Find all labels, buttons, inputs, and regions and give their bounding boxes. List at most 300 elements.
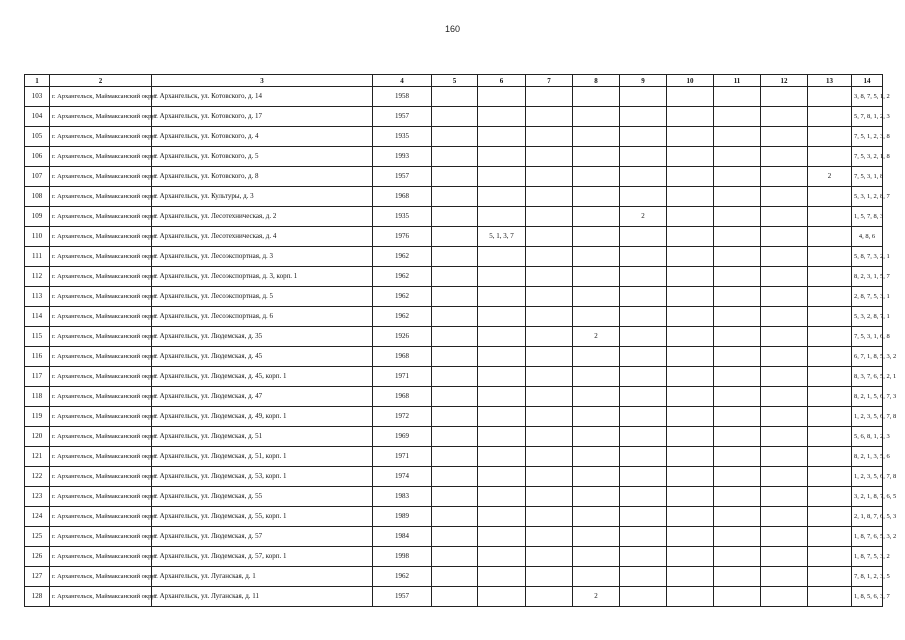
column-8-cell xyxy=(573,407,620,427)
column-13-cell xyxy=(808,267,852,287)
table-row xyxy=(25,167,883,187)
column-6-cell xyxy=(478,167,526,187)
column-10-cell xyxy=(667,187,714,207)
column-10-cell xyxy=(667,347,714,367)
address-cell: г. Архангельск, ул. Луганская, д. 1 xyxy=(152,567,373,587)
column-9-cell: 2 xyxy=(620,207,667,227)
column-11-cell xyxy=(714,547,761,567)
row-number: 121 xyxy=(25,447,50,467)
column-10-cell xyxy=(667,147,714,167)
column-12-cell xyxy=(761,587,808,607)
column-10-cell xyxy=(667,387,714,407)
column-7-cell xyxy=(526,247,573,267)
district-cell: г. Архангельск, Маймаксанский округ xyxy=(50,587,152,607)
column-5-cell xyxy=(432,167,478,187)
column-7-cell xyxy=(526,327,573,347)
table-row xyxy=(25,187,883,207)
table-row xyxy=(25,287,883,307)
column-header: 2 xyxy=(50,75,152,87)
table-body xyxy=(25,87,897,607)
column-13-cell xyxy=(808,287,852,307)
column-11-cell xyxy=(714,107,761,127)
column-header: 6 xyxy=(478,75,526,87)
criteria-cell: 1, 8, 5, 6, 3, 7 xyxy=(852,587,883,607)
row-number: 113 xyxy=(25,287,50,307)
column-8-cell xyxy=(573,347,620,367)
column-11-cell xyxy=(714,227,761,247)
column-12-cell xyxy=(761,407,808,427)
address-cell: г. Архангельск, ул. Людемская, д. 53, корп. 1 xyxy=(152,467,373,487)
district-cell: г. Архангельск, Маймаксанский округ xyxy=(50,347,152,367)
column-12-cell xyxy=(761,307,808,327)
year-cell: 1984 xyxy=(373,527,432,547)
column-7-cell xyxy=(526,547,573,567)
column-5-cell xyxy=(432,527,478,547)
column-9-cell xyxy=(620,407,667,427)
column-6-cell xyxy=(478,147,526,167)
column-7-cell xyxy=(526,467,573,487)
address-cell: г. Архангельск, ул. Людемская, д. 45, корп. 1 xyxy=(152,367,373,387)
year-cell: 1976 xyxy=(373,227,432,247)
column-9-cell xyxy=(620,367,667,387)
column-10-cell xyxy=(667,467,714,487)
criteria-cell: 5, 3, 1, 2, 8, 7 xyxy=(852,187,883,207)
criteria-cell: 7, 5, 3, 2, 1, 8 xyxy=(852,147,883,167)
district-cell: г. Архангельск, Маймаксанский округ xyxy=(50,267,152,287)
column-12-cell xyxy=(761,567,808,587)
column-8-cell xyxy=(573,307,620,327)
column-9-cell xyxy=(620,247,667,267)
criteria-cell: 5, 6, 8, 1, 2, 3 xyxy=(852,427,883,447)
row-number: 108 xyxy=(25,187,50,207)
district-cell: г. Архангельск, Маймаксанский округ xyxy=(50,547,152,567)
column-13-cell xyxy=(808,467,852,487)
column-8-cell xyxy=(573,547,620,567)
column-9-cell xyxy=(620,327,667,347)
district-cell: г. Архангельск, Маймаксанский округ xyxy=(50,527,152,547)
column-11-cell xyxy=(714,427,761,447)
column-6-cell xyxy=(478,287,526,307)
column-10-cell xyxy=(667,527,714,547)
column-10-cell xyxy=(667,427,714,447)
column-5-cell xyxy=(432,327,478,347)
row-number: 107 xyxy=(25,167,50,187)
column-10-cell xyxy=(667,487,714,507)
column-7-cell xyxy=(526,507,573,527)
table-row xyxy=(25,567,883,587)
year-cell: 1957 xyxy=(373,167,432,187)
criteria-cell: 5, 7, 8, 1, 2, 3 xyxy=(852,107,883,127)
column-9-cell xyxy=(620,347,667,367)
year-cell: 1957 xyxy=(373,587,432,607)
row-number: 115 xyxy=(25,327,50,347)
column-header: 4 xyxy=(373,75,432,87)
column-5-cell xyxy=(432,367,478,387)
criteria-cell: 7, 5, 1, 2, 3, 8 xyxy=(852,127,883,147)
year-cell: 1971 xyxy=(373,367,432,387)
district-cell: г. Архангельск, Маймаксанский округ xyxy=(50,427,152,447)
address-cell: г. Архангельск, ул. Людемская, д. 51, корп. 1 xyxy=(152,447,373,467)
criteria-cell: 3, 8, 7, 5, 1, 2 xyxy=(852,87,883,107)
column-13-cell xyxy=(808,407,852,427)
column-13-cell xyxy=(808,207,852,227)
criteria-cell: 1, 2, 3, 5, 6, 7, 8 xyxy=(852,467,883,487)
column-10-cell xyxy=(667,367,714,387)
column-8-cell xyxy=(573,87,620,107)
column-13-cell: 2 xyxy=(808,167,852,187)
column-9-cell xyxy=(620,307,667,327)
column-7-cell xyxy=(526,487,573,507)
column-7-cell xyxy=(526,407,573,427)
column-11-cell xyxy=(714,587,761,607)
year-cell: 1998 xyxy=(373,547,432,567)
column-10-cell xyxy=(667,247,714,267)
column-10-cell xyxy=(667,167,714,187)
column-12-cell xyxy=(761,367,808,387)
district-cell: г. Архангельск, Маймаксанский округ xyxy=(50,567,152,587)
column-13-cell xyxy=(808,247,852,267)
address-cell: г. Архангельск, ул. Котовского, д. 17 xyxy=(152,107,373,127)
column-header: 14 xyxy=(852,75,883,87)
address-cell: г. Архангельск, ул. Лесоэкспортная, д. 5 xyxy=(152,287,373,307)
address-cell: г. Архангельск, ул. Лесотехническая, д. 2 xyxy=(152,207,373,227)
column-8-cell xyxy=(573,107,620,127)
column-header: 7 xyxy=(526,75,573,87)
district-cell: г. Архангельск, Маймаксанский округ xyxy=(50,207,152,227)
column-10-cell xyxy=(667,207,714,227)
district-cell: г. Архангельск, Маймаксанский округ xyxy=(50,487,152,507)
district-cell: г. Архангельск, Маймаксанский округ xyxy=(50,167,152,187)
table-row xyxy=(25,247,883,267)
column-6-cell xyxy=(478,507,526,527)
column-header: 13 xyxy=(808,75,852,87)
address-cell: г. Архангельск, ул. Людемская, д. 55 xyxy=(152,487,373,507)
column-6-cell xyxy=(478,207,526,227)
column-12-cell xyxy=(761,187,808,207)
column-9-cell xyxy=(620,127,667,147)
table-row xyxy=(25,207,883,227)
column-12-cell xyxy=(761,167,808,187)
column-9-cell xyxy=(620,147,667,167)
address-cell: г. Архангельск, ул. Лесотехническая, д. 4 xyxy=(152,227,373,247)
column-11-cell xyxy=(714,487,761,507)
column-8-cell xyxy=(573,127,620,147)
column-8-cell xyxy=(573,427,620,447)
column-header: 5 xyxy=(432,75,478,87)
address-cell: г. Архангельск, ул. Людемская, д. 57, корп. 1 xyxy=(152,547,373,567)
criteria-cell: 1, 2, 3, 5, 6, 7, 8 xyxy=(852,407,883,427)
row-number: 119 xyxy=(25,407,50,427)
column-7-cell xyxy=(526,227,573,247)
table-row xyxy=(25,107,883,127)
column-13-cell xyxy=(808,107,852,127)
district-cell: г. Архангельск, Маймаксанский округ xyxy=(50,387,152,407)
row-number: 114 xyxy=(25,307,50,327)
column-12-cell xyxy=(761,347,808,367)
column-7-cell xyxy=(526,447,573,467)
column-7-cell xyxy=(526,347,573,367)
address-cell: г. Архангельск, ул. Людемская, д. 45 xyxy=(152,347,373,367)
year-cell: 1962 xyxy=(373,307,432,327)
address-cell: г. Архангельск, ул. Луганская, д. 11 xyxy=(152,587,373,607)
address-cell: г. Архангельск, ул. Людемская, д. 35 xyxy=(152,327,373,347)
district-cell: г. Архангельск, Маймаксанский округ xyxy=(50,507,152,527)
column-5-cell xyxy=(432,307,478,327)
column-10-cell xyxy=(667,447,714,467)
column-10-cell xyxy=(667,547,714,567)
column-10-cell xyxy=(667,267,714,287)
column-10-cell xyxy=(667,507,714,527)
column-12-cell xyxy=(761,527,808,547)
column-7-cell xyxy=(526,127,573,147)
column-13-cell xyxy=(808,147,852,167)
district-cell: г. Архангельск, Маймаксанский округ xyxy=(50,147,152,167)
column-11-cell xyxy=(714,247,761,267)
table-row xyxy=(25,267,883,287)
column-5-cell xyxy=(432,587,478,607)
table-row xyxy=(25,87,883,107)
column-5-cell xyxy=(432,507,478,527)
column-11-cell xyxy=(714,347,761,367)
column-header: 9 xyxy=(620,75,667,87)
year-cell: 1969 xyxy=(373,427,432,447)
table-row xyxy=(25,147,883,167)
column-12-cell xyxy=(761,107,808,127)
column-9-cell xyxy=(620,527,667,547)
table-row xyxy=(25,467,883,487)
column-8-cell xyxy=(573,367,620,387)
column-7-cell xyxy=(526,527,573,547)
row-number: 127 xyxy=(25,567,50,587)
column-9-cell xyxy=(620,507,667,527)
row-number: 118 xyxy=(25,387,50,407)
column-7-cell xyxy=(526,427,573,447)
column-8-cell xyxy=(573,287,620,307)
column-7-cell xyxy=(526,187,573,207)
address-cell: г. Архангельск, ул. Людемская, д. 55, корп. 1 xyxy=(152,507,373,527)
district-cell: г. Архангельск, Маймаксанский округ xyxy=(50,327,152,347)
address-cell: г. Архангельск, ул. Людемская, д. 49, корп. 1 xyxy=(152,407,373,427)
address-cell: г. Архангельск, ул. Людемская, д. 51 xyxy=(152,427,373,447)
column-12-cell xyxy=(761,487,808,507)
column-6-cell: 5, 1, 3, 7 xyxy=(478,227,526,247)
column-13-cell xyxy=(808,327,852,347)
row-number: 110 xyxy=(25,227,50,247)
column-12-cell xyxy=(761,147,808,167)
column-7-cell xyxy=(526,307,573,327)
column-11-cell xyxy=(714,327,761,347)
column-12-cell xyxy=(761,87,808,107)
column-5-cell xyxy=(432,387,478,407)
column-header: 8 xyxy=(573,75,620,87)
column-6-cell xyxy=(478,347,526,367)
column-13-cell xyxy=(808,567,852,587)
year-cell: 1935 xyxy=(373,127,432,147)
column-7-cell xyxy=(526,107,573,127)
column-5-cell xyxy=(432,207,478,227)
district-cell: г. Архангельск, Маймаксанский округ xyxy=(50,287,152,307)
year-cell: 1968 xyxy=(373,347,432,367)
column-13-cell xyxy=(808,507,852,527)
column-11-cell xyxy=(714,387,761,407)
year-cell: 1968 xyxy=(373,187,432,207)
column-6-cell xyxy=(478,107,526,127)
address-cell: г. Архангельск, ул. Котовского, д. 14 xyxy=(152,87,373,107)
column-8-cell xyxy=(573,147,620,167)
address-cell: г. Архангельск, ул. Котовского, д. 5 xyxy=(152,147,373,167)
row-number: 103 xyxy=(25,87,50,107)
column-11-cell xyxy=(714,207,761,227)
year-cell: 1974 xyxy=(373,467,432,487)
column-11-cell xyxy=(714,467,761,487)
table-row xyxy=(25,307,883,327)
year-cell: 1958 xyxy=(373,87,432,107)
column-5-cell xyxy=(432,567,478,587)
district-cell: г. Архангельск, Маймаксанский округ xyxy=(50,107,152,127)
column-10-cell xyxy=(667,327,714,347)
year-cell: 1972 xyxy=(373,407,432,427)
year-cell: 1993 xyxy=(373,147,432,167)
column-9-cell xyxy=(620,567,667,587)
column-8-cell xyxy=(573,187,620,207)
column-8-cell xyxy=(573,247,620,267)
criteria-cell: 2, 1, 8, 7, 6, 5, 3 xyxy=(852,507,883,527)
column-10-cell xyxy=(667,587,714,607)
column-6-cell xyxy=(478,307,526,327)
column-11-cell xyxy=(714,187,761,207)
criteria-cell: 3, 2, 1, 8, 7, 6, 5 xyxy=(852,487,883,507)
column-5-cell xyxy=(432,147,478,167)
district-cell: г. Архангельск, Маймаксанский округ xyxy=(50,367,152,387)
column-6-cell xyxy=(478,567,526,587)
column-6-cell xyxy=(478,487,526,507)
row-number: 111 xyxy=(25,247,50,267)
row-number: 104 xyxy=(25,107,50,127)
column-7-cell xyxy=(526,367,573,387)
column-8-cell xyxy=(573,227,620,247)
table-row xyxy=(25,367,883,387)
column-12-cell xyxy=(761,247,808,267)
column-6-cell xyxy=(478,187,526,207)
column-5-cell xyxy=(432,427,478,447)
column-9-cell xyxy=(620,467,667,487)
column-9-cell xyxy=(620,447,667,467)
column-11-cell xyxy=(714,447,761,467)
column-13-cell xyxy=(808,387,852,407)
column-9-cell xyxy=(620,427,667,447)
column-7-cell xyxy=(526,567,573,587)
column-12-cell xyxy=(761,207,808,227)
table-row xyxy=(25,227,883,247)
year-cell: 1989 xyxy=(373,507,432,527)
column-8-cell xyxy=(573,487,620,507)
column-13-cell xyxy=(808,307,852,327)
column-13-cell xyxy=(808,127,852,147)
criteria-cell: 8, 3, 7, 6, 5, 2, 1 xyxy=(852,367,883,387)
row-number: 126 xyxy=(25,547,50,567)
table-row xyxy=(25,327,883,347)
column-6-cell xyxy=(478,587,526,607)
column-9-cell xyxy=(620,547,667,567)
district-cell: г. Архангельск, Маймаксанский округ xyxy=(50,87,152,107)
column-5-cell xyxy=(432,127,478,147)
row-number: 125 xyxy=(25,527,50,547)
district-cell: г. Архангельск, Маймаксанский округ xyxy=(50,187,152,207)
table-row xyxy=(25,427,883,447)
criteria-cell: 1, 5, 7, 8, 3 xyxy=(852,207,883,227)
column-11-cell xyxy=(714,127,761,147)
column-9-cell xyxy=(620,107,667,127)
column-9-cell xyxy=(620,387,667,407)
column-9-cell xyxy=(620,167,667,187)
column-11-cell xyxy=(714,407,761,427)
column-5-cell xyxy=(432,287,478,307)
criteria-cell: 7, 5, 3, 1, 6, 8 xyxy=(852,327,883,347)
column-9-cell xyxy=(620,487,667,507)
column-header: 3 xyxy=(152,75,373,87)
criteria-cell: 4, 8, 6 xyxy=(852,227,883,247)
criteria-cell: 5, 3, 2, 8, 7, 1 xyxy=(852,307,883,327)
column-12-cell xyxy=(761,327,808,347)
year-cell: 1962 xyxy=(373,287,432,307)
column-8-cell xyxy=(573,507,620,527)
year-cell: 1962 xyxy=(373,267,432,287)
column-8-cell: 2 xyxy=(573,587,620,607)
column-5-cell xyxy=(432,267,478,287)
column-8-cell xyxy=(573,267,620,287)
column-9-cell xyxy=(620,267,667,287)
column-7-cell xyxy=(526,387,573,407)
column-7-cell xyxy=(526,267,573,287)
row-number: 124 xyxy=(25,507,50,527)
table-row xyxy=(25,407,883,427)
row-number: 122 xyxy=(25,467,50,487)
address-cell: г. Архангельск, ул. Людемская, д. 47 xyxy=(152,387,373,407)
address-cell: г. Архангельск, ул. Людемская, д. 57 xyxy=(152,527,373,547)
year-cell: 1971 xyxy=(373,447,432,467)
row-number: 120 xyxy=(25,427,50,447)
column-5-cell xyxy=(432,107,478,127)
column-8-cell xyxy=(573,387,620,407)
column-7-cell xyxy=(526,587,573,607)
criteria-cell: 8, 2, 1, 3, 5, 6 xyxy=(852,447,883,467)
column-11-cell xyxy=(714,267,761,287)
column-10-cell xyxy=(667,567,714,587)
row-number: 112 xyxy=(25,267,50,287)
column-9-cell xyxy=(620,187,667,207)
column-7-cell xyxy=(526,287,573,307)
column-7-cell xyxy=(526,147,573,167)
column-5-cell xyxy=(432,407,478,427)
table-row xyxy=(25,447,883,467)
row-number: 116 xyxy=(25,347,50,367)
district-cell: г. Архангельск, Маймаксанский округ xyxy=(50,407,152,427)
column-8-cell xyxy=(573,167,620,187)
column-6-cell xyxy=(478,87,526,107)
column-8-cell xyxy=(573,527,620,547)
criteria-cell: 5, 8, 7, 3, 2, 1 xyxy=(852,247,883,267)
criteria-cell: 7, 5, 3, 1, 8 xyxy=(852,167,883,187)
column-10-cell xyxy=(667,407,714,427)
column-9-cell xyxy=(620,87,667,107)
column-12-cell xyxy=(761,387,808,407)
address-cell: г. Архангельск, ул. Котовского, д. 8 xyxy=(152,167,373,187)
column-5-cell xyxy=(432,487,478,507)
column-10-cell xyxy=(667,107,714,127)
column-7-cell xyxy=(526,167,573,187)
district-cell: г. Архангельск, Маймаксанский округ xyxy=(50,247,152,267)
table-row xyxy=(25,507,883,527)
